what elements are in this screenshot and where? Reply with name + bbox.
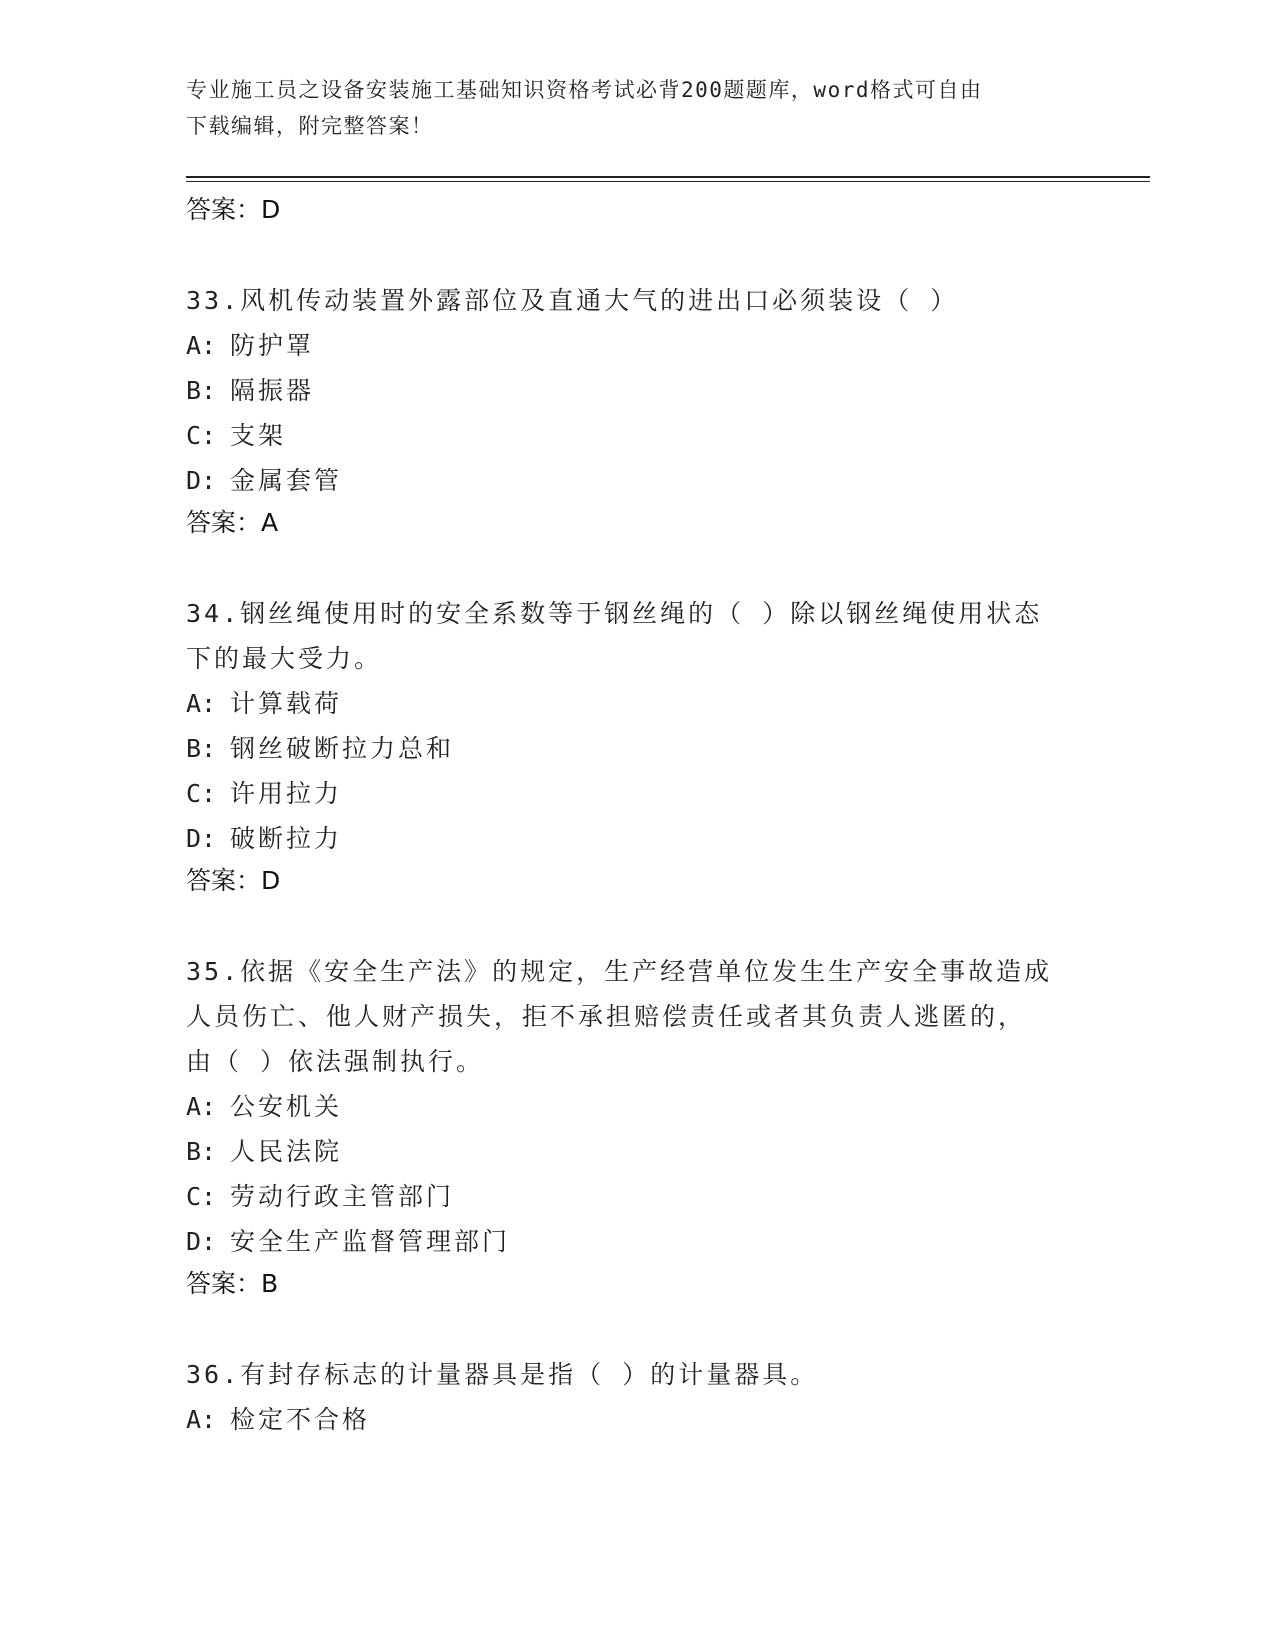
option-4 — [186, 458, 1086, 503]
option-key: A: — [186, 331, 217, 360]
question-text-line: 36.有封存标志的计量器具是指（ ）的计量器具。 — [186, 1360, 819, 1389]
option-text: 检定不合格 — [230, 1405, 371, 1434]
option-key: C: — [186, 421, 217, 450]
option-key: C: — [186, 779, 217, 808]
option-text: 公安机关 — [230, 1092, 343, 1121]
option-text: 安全生产监督管理部门 — [230, 1227, 511, 1256]
question-block — [186, 278, 1086, 543]
option-key: D: — [186, 466, 217, 495]
option-1 — [186, 1084, 1086, 1129]
option-text: 人民法院 — [230, 1137, 343, 1166]
header-divider-thick — [186, 176, 1150, 178]
option-text: 计算载荷 — [230, 689, 343, 718]
option-text: 金属套管 — [230, 466, 343, 495]
option-4 — [186, 816, 1086, 861]
option-key: A: — [186, 689, 217, 718]
option-2 — [186, 726, 1086, 771]
answer-line: 答案：B — [186, 1269, 279, 1298]
option-3 — [186, 1174, 1086, 1219]
option-text: 隔振器 — [230, 376, 315, 405]
option-text: 防护罩 — [230, 331, 315, 360]
option-text: 支架 — [230, 421, 287, 450]
option-1 — [186, 681, 1086, 726]
option-key: D: — [186, 824, 217, 853]
option-key: B: — [186, 734, 217, 763]
option-key: A: — [186, 1092, 217, 1121]
answer-line: 答案：A — [186, 508, 279, 537]
option-text: 许用拉力 — [230, 779, 343, 808]
question-spacer — [186, 230, 1086, 278]
header-divider-thin — [186, 181, 1150, 182]
question-spacer — [186, 543, 1086, 591]
question-block — [186, 949, 1086, 1304]
option-1 — [186, 1397, 1086, 1442]
question-text-line: 下的最大受力。 — [186, 644, 383, 673]
option-3 — [186, 413, 1086, 458]
option-2 — [186, 368, 1086, 413]
answer-line: 答案：D — [186, 195, 281, 224]
option-key: D: — [186, 1227, 217, 1256]
question-text-line: 33.风机传动装置外露部位及直通大气的进出口必须装设（ ） — [186, 286, 959, 315]
option-key: A: — [186, 1405, 217, 1434]
document-header — [186, 72, 1086, 144]
option-key: B: — [186, 376, 217, 405]
option-text: 破断拉力 — [230, 824, 343, 853]
header-line-1: 专业施工员之设备安装施工基础知识资格考试必背200题题库，word格式可自由 — [186, 78, 983, 102]
answer-line: 答案：D — [186, 866, 281, 895]
option-3 — [186, 771, 1086, 816]
question-block — [186, 1352, 1086, 1442]
question-block — [186, 591, 1086, 901]
question-list — [186, 190, 1086, 1442]
question-text-line: 人员伤亡、他人财产损失，拒不承担赔偿责任或者其负责人逃匿的， — [186, 1002, 1027, 1031]
option-1 — [186, 323, 1086, 368]
option-4 — [186, 1219, 1086, 1264]
option-key: C: — [186, 1182, 217, 1211]
question-text-line: 34.钢丝绳使用时的安全系数等于钢丝绳的（ ）除以钢丝绳使用状态 — [186, 599, 1043, 628]
question-text-line: 由（ ）依法强制执行。 — [186, 1047, 485, 1076]
option-key: B: — [186, 1137, 217, 1166]
option-text: 劳动行政主管部门 — [230, 1182, 455, 1211]
question-spacer — [186, 1304, 1086, 1352]
question-text-line: 35.依据《安全生产法》的规定，生产经营单位发生生产安全事故造成 — [186, 957, 1053, 986]
header-line-2: 下载编辑，附完整答案！ — [186, 114, 434, 138]
option-text: 钢丝破断拉力总和 — [230, 734, 455, 763]
option-2 — [186, 1129, 1086, 1174]
question-spacer — [186, 901, 1086, 949]
